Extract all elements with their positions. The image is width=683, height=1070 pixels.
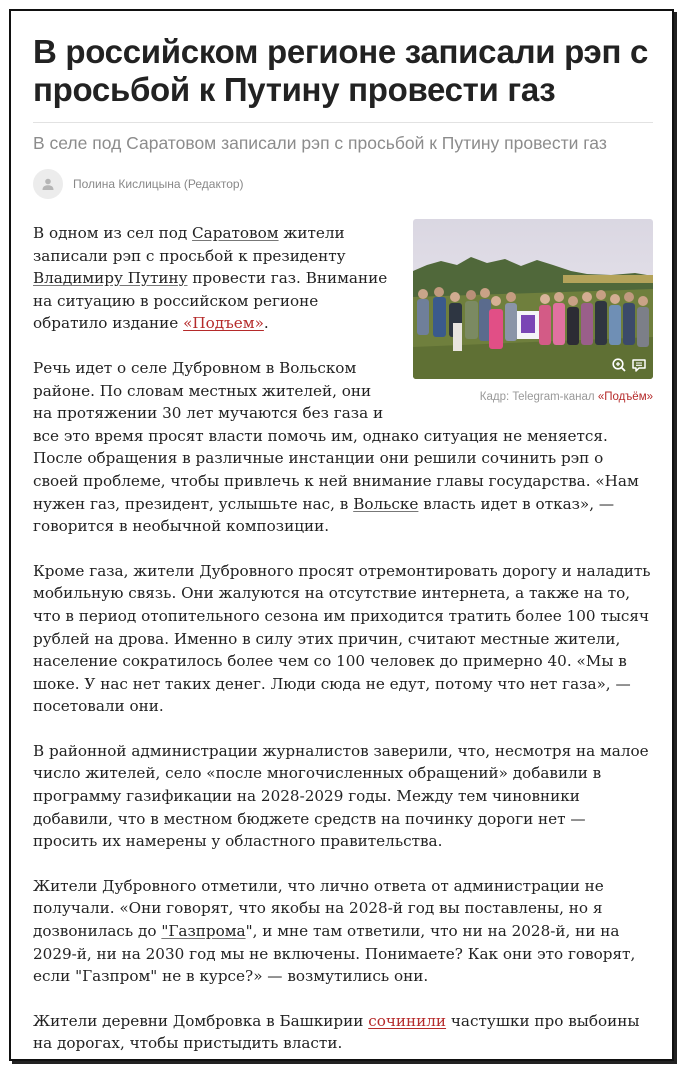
- author-avatar-icon: [33, 169, 63, 199]
- paragraph-text: .: [263, 314, 269, 333]
- article-frame: [9, 9, 674, 1061]
- paragraph-text: В одном из сел под: [33, 224, 193, 242]
- link-podyem[interactable]: «Подъем»: [183, 314, 264, 333]
- paragraph-text: Жители деревни Домбровка в Башкирии: [33, 1011, 369, 1030]
- paragraph-text: власть идет в отказ», — говорится в необычной композиции.: [33, 494, 615, 536]
- author-block: [33, 168, 653, 200]
- comments-icon[interactable]: [631, 357, 647, 373]
- paragraph-5: [33, 875, 653, 988]
- zoom-in-icon[interactable]: [611, 357, 627, 373]
- article-subtitle: В селе под Саратовом записали рэп с просьбой к Путину провести газ: [33, 133, 607, 153]
- caption-source-link[interactable]: «Подъём»: [597, 391, 653, 403]
- article-figure: [413, 219, 653, 409]
- link-gazprom[interactable]: "Газпрома: [161, 922, 246, 941]
- article: [33, 33, 653, 1061]
- article-photo[interactable]: [413, 219, 653, 379]
- author-name[interactable]: Полина Кислицына (Редактор): [73, 177, 244, 191]
- paragraph-text: ", и мне там ответили, что ни на 2028-й, ни на 2029-й, ни на 2030 год мы не включены. Понимаете? Как они это говорят, если "Газпром" не в курсе?» — возмутились они.: [33, 922, 636, 986]
- link-volsk[interactable]: Вольске: [353, 494, 419, 513]
- link-putin[interactable]: Владимиру Путину: [33, 269, 188, 288]
- article-body: [33, 222, 653, 1055]
- paragraph-6: [33, 1010, 653, 1055]
- photo-caption: [413, 386, 653, 409]
- paragraph-text: Жители Дубровного отметили, что лично ответа от администрации не получали. «Они говорят, что якобы на 2028-й год вы поставлены, но я дозвонилась до: [33, 876, 604, 941]
- paragraph-text: провести газ. Внимание на ситуацию в российском регионе обратило издание: [33, 269, 388, 333]
- caption-text: Кадр: Telegram-канал: [479, 391, 598, 403]
- article-title: В российском регионе записали рэп с просьбой к Путину провести газ: [33, 33, 649, 108]
- paragraph-text: Речь идет о селе Дубровном в Вольском районе. По словам местных жителей, они на протяжении 30 лет мучаются без газа и все это время просят власти помочь им, однако ситуация не меняется. После обращения в различные инстанции они решили сочинить рэп о своей проблеме, чтобы привлечь к ней внимание главы государства. «Нам нужен газ, президент, услышьте нас, в: [33, 358, 639, 513]
- link-saratov[interactable]: Саратовом: [192, 224, 279, 242]
- link-sochinili[interactable]: сочинили: [368, 1011, 447, 1030]
- paragraph-text: жители записали рэп с просьбой к президенту: [33, 224, 346, 265]
- photo-actions: [611, 357, 647, 373]
- paragraph-text: частушки про выбоины на дорогах, чтобы пристыдить власти.: [33, 1011, 640, 1053]
- paragraph-3: Кроме газа, жители Дубровного просят отремонтировать дорогу и наладить мобильную связь. Они жалуются на отсутствие интернета, а также на то, что в период отопительного сезона им приходится тратить более 100 тысяч рублей на дрова. Именно в силу этих причин, считают местные жители, население сократилось более чем со 100 человек до примерно 40. «Мы в шоке. У нас нет таких денег. Люди сюда не едут, потому что нет газа», — посетовали они.: [33, 561, 651, 716]
- paragraph-4: В районной администрации журналистов заверили, что, несмотря на малое число жителей, село «после многочисленных обращений» добавили в программу газификации на 2028-2029 годы. Между тем чиновники добавили, что в местном бюджете средств на починку дороги нет — просить их намерены у областного правительства.: [33, 741, 649, 851]
- title-divider: [33, 122, 653, 123]
